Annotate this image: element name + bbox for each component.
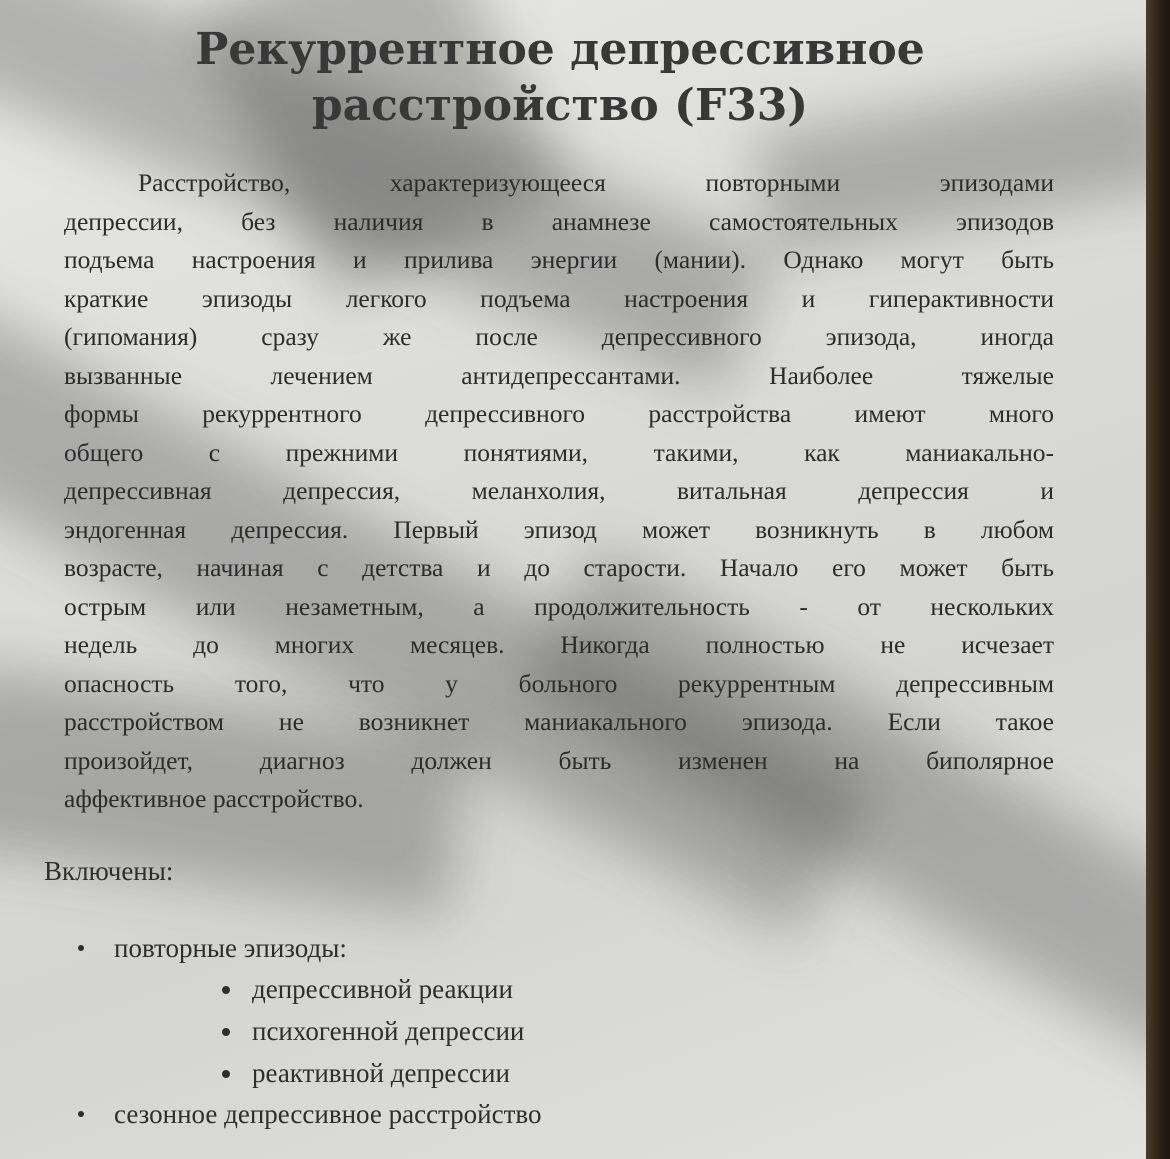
list-item — [70, 928, 541, 1094]
paragraph-line: Расстройство, характеризующееся повторными эпизодами — [138, 168, 1054, 197]
sub-list-item-text: реактивной депрессии — [252, 1058, 510, 1088]
sub-list-item — [222, 968, 541, 1010]
list-item — [70, 1094, 541, 1134]
bullet-icon — [78, 945, 84, 951]
circle-bullet-icon — [222, 1070, 230, 1078]
paragraph-line: эндогенная депрессия. Первый эпизод может возникнуть в любом — [64, 514, 1054, 544]
list-item-text: сезонное депрессивное расстройство — [114, 1099, 542, 1129]
paragraph-line: краткие эпизоды легкого подъема настроения и гиперактивности — [64, 283, 1054, 313]
paragraph-line: расстройством не возникнет маниакального эпизода. Если такое — [64, 707, 1054, 736]
list-item-text: повторные эпизоды: — [114, 933, 347, 963]
sub-list-item — [222, 1052, 541, 1094]
paragraph-line: формы рекуррентного депрессивного расстройства имеют много — [64, 399, 1054, 428]
paragraph-line: депрессивная депрессия, меланхолия, витальная депрессия и — [64, 476, 1054, 505]
document-title-line-2: расстройство (F33) — [311, 80, 809, 131]
paragraph-line: опасность того, что у больного рекуррентным депрессивным — [64, 668, 1054, 698]
background-edge — [1142, 0, 1170, 1159]
paragraph-line: депрессии, без наличия в анамнезе самостоятельных эпизодов — [64, 206, 1054, 236]
sub-list-item-text: психогенной депрессии — [252, 1016, 525, 1046]
sub-list — [114, 968, 541, 1094]
paragraph-line: острым или незаметным, а продолжительность - от нескольких — [64, 591, 1054, 621]
paragraph-line: (гипомания) сразу же после депрессивного эпизода, иногда — [64, 322, 1054, 351]
paragraph-line: подъема настроения и прилива энергии (мании). Однако могут быть — [64, 245, 1054, 274]
paragraph-line: аффективное расстройство. — [64, 784, 364, 813]
bullet-icon — [78, 1111, 84, 1117]
paragraph-line: недель до многих месяцев. Никогда полностью не исчезает — [64, 630, 1054, 659]
circle-bullet-icon — [222, 1028, 230, 1036]
included-label: Включены: — [44, 856, 174, 886]
description-paragraph — [64, 164, 1054, 819]
included-list — [70, 928, 541, 1134]
document-title-line-1: Рекуррентное депрессивное — [195, 24, 925, 75]
sub-list-item-text: депрессивной реакции — [252, 974, 513, 1004]
paragraph-line: произойдет, диагноз должен быть изменен на биполярное — [64, 745, 1054, 775]
paragraph-line: общего с прежними понятиями, такими, как маниакально- — [64, 437, 1054, 467]
document-title — [150, 22, 970, 134]
sub-list-item — [222, 1010, 541, 1052]
circle-bullet-icon — [222, 986, 230, 994]
paragraph-line: вызванные лечением антидепрессантами. Наиболее тяжелые — [64, 360, 1054, 390]
paragraph-line: возрасте, начиная с детства и до старости. Начало его может быть — [64, 553, 1054, 582]
